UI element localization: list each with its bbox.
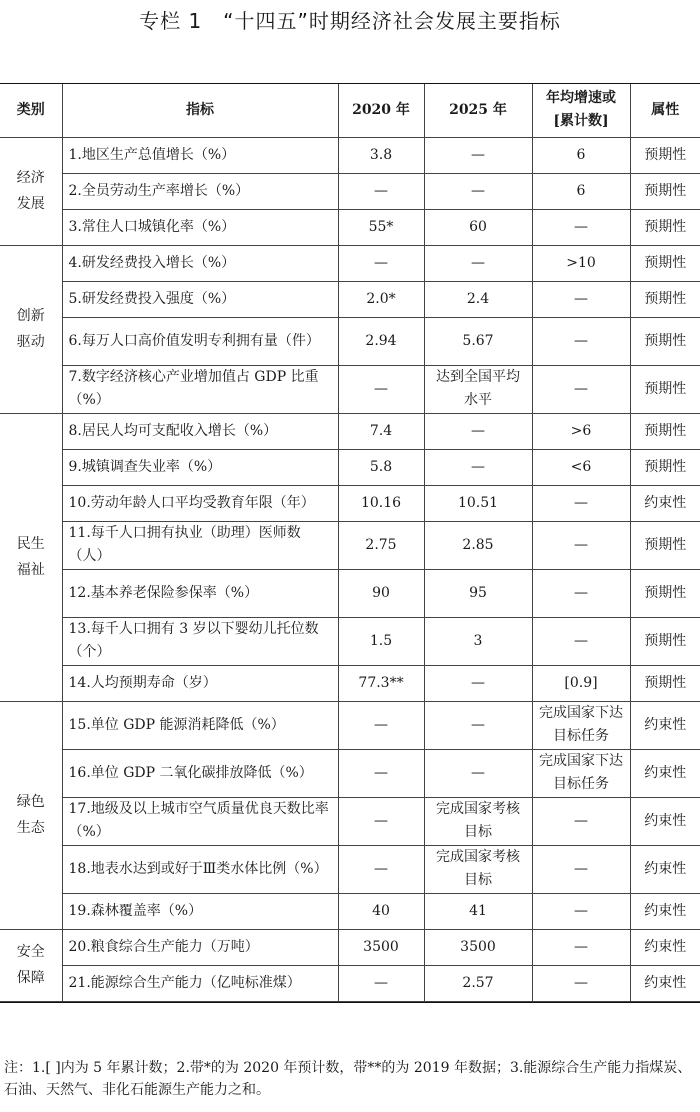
category-cell [0, 245, 62, 413]
indicator-cell: 4.研发经费投入增长（%） [62, 245, 338, 281]
table-row [0, 521, 700, 569]
value-2025-cell: — [424, 413, 532, 449]
value-2020-cell: — [338, 365, 424, 413]
growth-cell: 完成国家下达目标任务 [532, 749, 630, 797]
value-2025-cell: 41 [424, 893, 532, 929]
table-row [0, 701, 700, 749]
attribute-cell: 预期性 [630, 521, 700, 569]
value-2025-cell: — [424, 449, 532, 485]
value-2020-cell: — [338, 701, 424, 749]
page-title: 专栏 1 “十四五”时期经济社会发展主要指标 [139, 9, 561, 33]
category-label-line2: 生态 [16, 820, 45, 836]
attribute-cell: 约束性 [630, 797, 700, 845]
value-2025-cell: 10.51 [424, 485, 532, 521]
header-growth-line2: [累计数] [553, 113, 609, 130]
value-2025-cell: 3500 [424, 929, 532, 965]
value-2025-cell: 完成国家考核目标 [424, 845, 532, 893]
value-2025-cell: 3 [424, 617, 532, 665]
attribute-cell: 预期性 [630, 209, 700, 245]
table-row [0, 173, 700, 209]
value-2020-cell: 90 [338, 569, 424, 617]
table-row [0, 281, 700, 317]
indicator-cell: 18.地表水达到或好于Ⅲ类水体比例（%） [62, 845, 338, 893]
indicator-table-wrapper [0, 83, 700, 1003]
attribute-cell: 预期性 [630, 245, 700, 281]
indicator-table [0, 84, 700, 1002]
attribute-cell: 预期性 [630, 665, 700, 701]
attribute-cell: 预期性 [630, 365, 700, 413]
growth-cell: — [532, 893, 630, 929]
value-2025-cell: 达到全国平均水平 [424, 365, 532, 413]
value-2025-cell: — [424, 245, 532, 281]
indicator-cell: 2.全员劳动生产率增长（%） [62, 173, 338, 209]
value-2025-cell: — [424, 665, 532, 701]
growth-cell: — [532, 521, 630, 569]
growth-cell: <6 [532, 449, 630, 485]
growth-cell: >10 [532, 245, 630, 281]
attribute-cell: 约束性 [630, 749, 700, 797]
attribute-cell: 预期性 [630, 173, 700, 209]
table-row [0, 485, 700, 521]
value-2020-cell: — [338, 797, 424, 845]
table-row [0, 893, 700, 929]
indicator-cell: 19.森林覆盖率（%） [62, 893, 338, 929]
indicator-cell: 7.数字经济核心产业增加值占 GDP 比重（%） [62, 365, 338, 413]
table-row [0, 845, 700, 893]
header-2020: 2020 年 [338, 84, 424, 137]
value-2025-cell: 完成国家考核目标 [424, 797, 532, 845]
table-row [0, 617, 700, 665]
indicator-cell: 17.地级及以上城市空气质量优良天数比率（%） [62, 797, 338, 845]
category-cell [0, 413, 62, 701]
table-row [0, 245, 700, 281]
growth-cell: — [532, 365, 630, 413]
attribute-cell: 预期性 [630, 569, 700, 617]
category-label-line1: 经济 [16, 170, 45, 186]
growth-cell: — [532, 617, 630, 665]
value-2025-cell: 2.4 [424, 281, 532, 317]
attribute-cell: 预期性 [630, 281, 700, 317]
value-2020-cell: 1.5 [338, 617, 424, 665]
table-row [0, 317, 700, 365]
table-row [0, 797, 700, 845]
table-row [0, 365, 700, 413]
indicator-cell: 5.研发经费投入强度（%） [62, 281, 338, 317]
category-label-line2: 驱动 [16, 334, 45, 350]
header-2025: 2025 年 [424, 84, 532, 137]
category-label-line2: 保障 [16, 970, 45, 986]
value-2025-cell: 5.67 [424, 317, 532, 365]
header-growth-line1: 年均增速或 [546, 90, 616, 107]
indicator-cell: 12.基本养老保险参保率（%） [62, 569, 338, 617]
table-row [0, 965, 700, 1001]
category-label-line2: 发展 [16, 196, 45, 212]
attribute-cell: 预期性 [630, 317, 700, 365]
value-2020-cell: — [338, 845, 424, 893]
value-2025-cell: 60 [424, 209, 532, 245]
indicator-cell: 16.单位 GDP 二氧化碳排放降低（%） [62, 749, 338, 797]
header-indicator: 指标 [62, 84, 338, 137]
indicator-cell: 15.单位 GDP 能源消耗降低（%） [62, 701, 338, 749]
value-2020-cell: 2.94 [338, 317, 424, 365]
growth-cell: — [532, 797, 630, 845]
attribute-cell: 约束性 [630, 965, 700, 1001]
value-2020-cell: 3.8 [338, 137, 424, 173]
growth-cell: — [532, 485, 630, 521]
attribute-cell: 约束性 [630, 929, 700, 965]
header-category: 类别 [0, 84, 62, 137]
footnote: 注：1.[ ]内为 5 年累计数；2.带*的为 2020 年预计数，带**的为 2019 年数据；3.能源综合生产能力指煤炭、石油、天然气、非化石能源生产能力之和。 [4, 1060, 692, 1098]
indicator-cell: 13.每千人口拥有 3 岁以下婴幼儿托位数（个） [62, 617, 338, 665]
attribute-cell: 预期性 [630, 413, 700, 449]
attribute-cell: 预期性 [630, 449, 700, 485]
growth-cell: — [532, 569, 630, 617]
table-row [0, 929, 700, 965]
indicator-cell: 20.粮食综合生产能力（万吨） [62, 929, 338, 965]
table-row [0, 665, 700, 701]
growth-cell: — [532, 209, 630, 245]
table-row [0, 137, 700, 173]
table-row [0, 749, 700, 797]
value-2020-cell: 3500 [338, 929, 424, 965]
category-cell [0, 929, 62, 1001]
indicator-cell: 14.人均预期寿命（岁） [62, 665, 338, 701]
attribute-cell: 预期性 [630, 617, 700, 665]
table-row [0, 449, 700, 485]
value-2020-cell: — [338, 965, 424, 1001]
table-header-row [0, 84, 700, 137]
value-2020-cell: — [338, 749, 424, 797]
indicator-cell: 8.居民人均可支配收入增长（%） [62, 413, 338, 449]
attribute-cell: 约束性 [630, 893, 700, 929]
value-2020-cell: 5.8 [338, 449, 424, 485]
indicator-cell: 10.劳动年龄人口平均受教育年限（年） [62, 485, 338, 521]
indicator-cell: 6.每万人口高价值发明专利拥有量（件） [62, 317, 338, 365]
value-2025-cell: 2.85 [424, 521, 532, 569]
header-growth [532, 84, 630, 137]
attribute-cell: 约束性 [630, 701, 700, 749]
category-label-line1: 创新 [16, 308, 45, 324]
value-2020-cell: 55* [338, 209, 424, 245]
table-row [0, 569, 700, 617]
value-2025-cell: — [424, 701, 532, 749]
value-2025-cell: — [424, 173, 532, 209]
table-row [0, 413, 700, 449]
value-2020-cell: — [338, 173, 424, 209]
growth-cell: — [532, 317, 630, 365]
table-row [0, 209, 700, 245]
header-attribute: 属性 [630, 84, 700, 137]
value-2025-cell: — [424, 137, 532, 173]
value-2025-cell: 2.57 [424, 965, 532, 1001]
indicator-cell: 1.地区生产总值增长（%） [62, 137, 338, 173]
value-2025-cell: — [424, 749, 532, 797]
indicator-cell: 9.城镇调查失业率（%） [62, 449, 338, 485]
table-body [0, 137, 700, 1001]
attribute-cell: 预期性 [630, 137, 700, 173]
value-2020-cell: 7.4 [338, 413, 424, 449]
category-cell [0, 137, 62, 245]
value-2020-cell: 2.75 [338, 521, 424, 569]
growth-cell: 6 [532, 173, 630, 209]
growth-cell: 6 [532, 137, 630, 173]
value-2020-cell: — [338, 245, 424, 281]
indicator-cell: 3.常住人口城镇化率（%） [62, 209, 338, 245]
indicator-cell: 21.能源综合生产能力（亿吨标准煤） [62, 965, 338, 1001]
growth-cell: — [532, 965, 630, 1001]
indicator-cell: 11.每千人口拥有执业（助理）医师数（人） [62, 521, 338, 569]
growth-cell: — [532, 929, 630, 965]
attribute-cell: 约束性 [630, 845, 700, 893]
value-2020-cell: 2.0* [338, 281, 424, 317]
growth-cell: — [532, 845, 630, 893]
growth-cell: [0.9] [532, 665, 630, 701]
value-2020-cell: 10.16 [338, 485, 424, 521]
growth-cell: 完成国家下达目标任务 [532, 701, 630, 749]
growth-cell: >6 [532, 413, 630, 449]
attribute-cell: 约束性 [630, 485, 700, 521]
value-2020-cell: 77.3** [338, 665, 424, 701]
value-2025-cell: 95 [424, 569, 532, 617]
growth-cell: — [532, 281, 630, 317]
category-label-line1: 安全 [16, 944, 45, 960]
value-2020-cell: 40 [338, 893, 424, 929]
category-cell [0, 701, 62, 929]
category-label-line2: 福祉 [16, 562, 45, 578]
category-label-line1: 绿色 [16, 794, 45, 810]
category-label-line1: 民生 [16, 536, 45, 552]
